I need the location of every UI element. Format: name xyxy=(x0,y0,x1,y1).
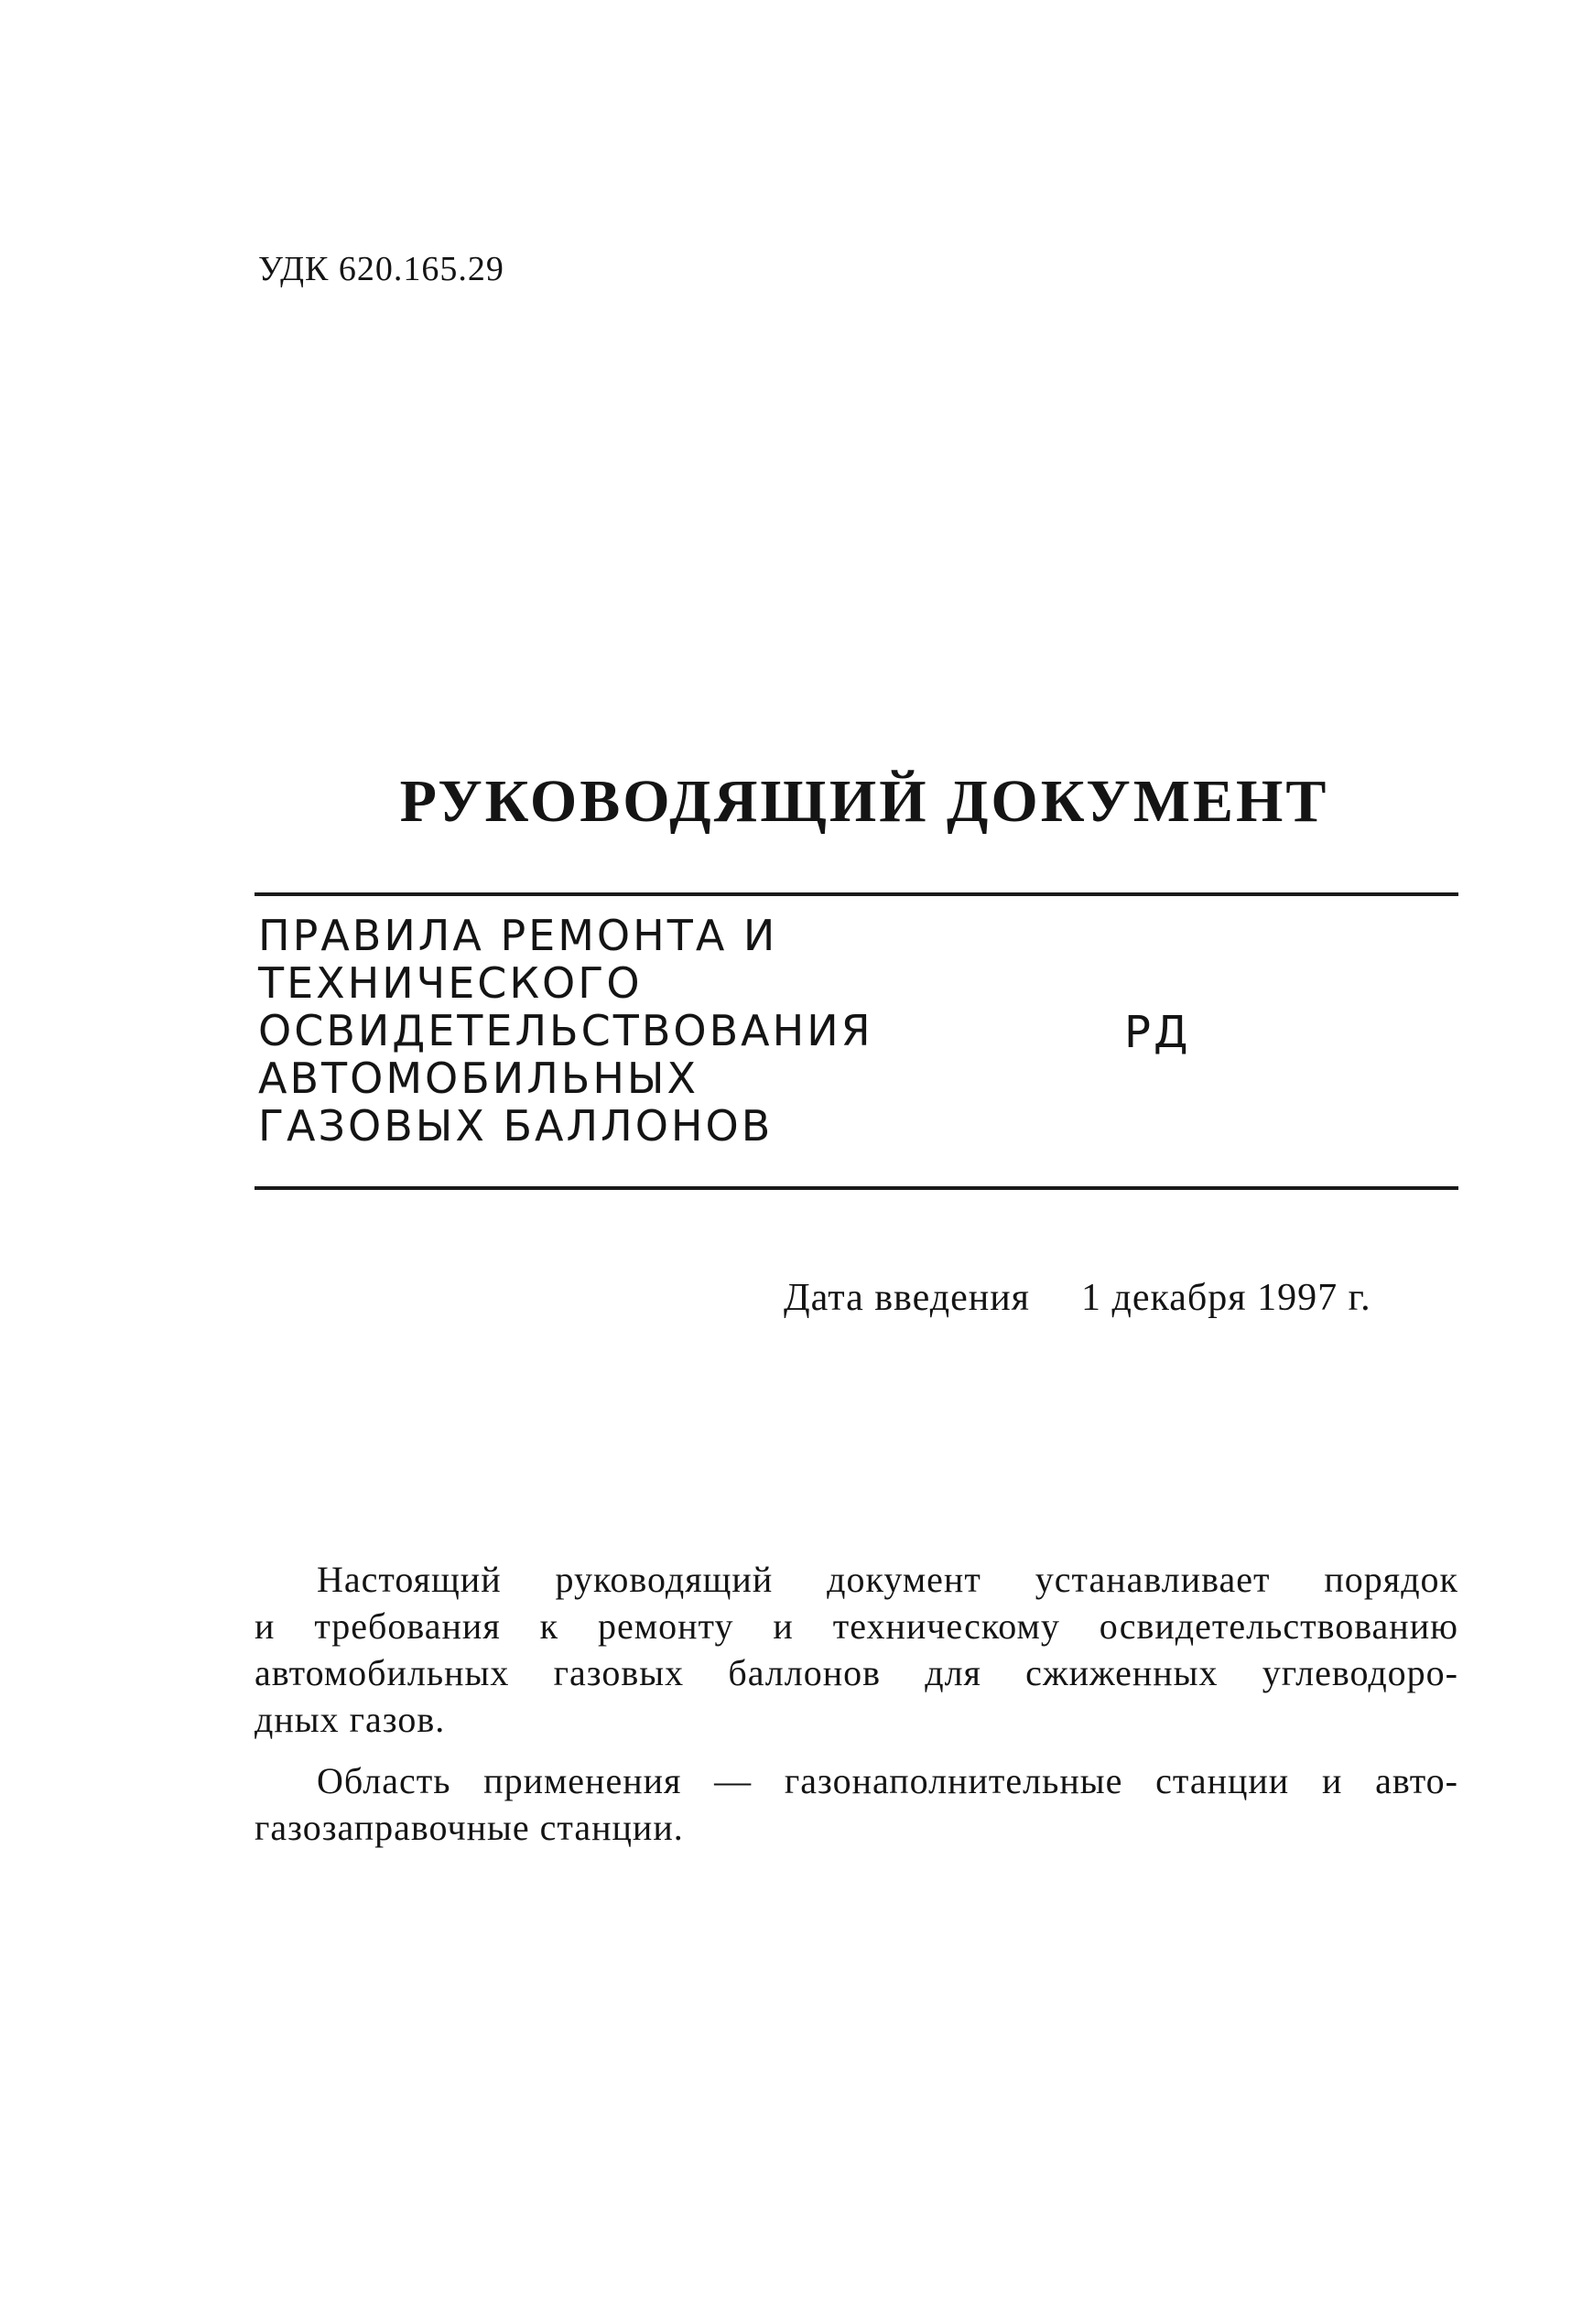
title-line: ГАЗОВЫХ БАЛЛОНОВ xyxy=(258,1101,774,1151)
paragraph-line: и требования к ремонту и техническому освидетельствованию xyxy=(255,1605,1458,1647)
paragraph-line: Настоящий руководящий документ устанавливает порядок xyxy=(317,1559,1458,1600)
introduction-date-value: 1 декабря 1997 г. xyxy=(1081,1277,1371,1319)
document-code: РД xyxy=(1124,1007,1191,1058)
title-top-rule xyxy=(255,892,1458,896)
paragraph-application-area xyxy=(255,1757,1458,1851)
title-bottom-rule xyxy=(255,1186,1458,1190)
paragraph-line: газозаправочные станции. xyxy=(255,1807,684,1848)
title-line: ПРАВИЛА РЕМОНТА И xyxy=(258,911,778,960)
paragraph-line: автомобильных газовых баллонов для сжиженных углеводоро- xyxy=(255,1652,1458,1693)
introduction-date-label: Дата введения xyxy=(784,1277,1030,1319)
document-body xyxy=(255,1556,1458,1865)
title-line: АВТОМОБИЛЬНЫХ xyxy=(258,1054,699,1103)
title-line: ТЕХНИЧЕСКОГО xyxy=(258,958,643,1008)
udc-code: УДК 620.165.29 xyxy=(258,250,504,288)
document-title xyxy=(258,912,1082,1150)
document-type-heading: РУКОВОДЯЩИЙ ДОКУМЕНТ xyxy=(399,768,1329,835)
introduction-date xyxy=(784,1276,1371,1320)
paragraph-line: Область применения — газонаполнительные станции и авто- xyxy=(317,1760,1458,1801)
paragraph-scope-purpose xyxy=(255,1556,1458,1743)
paragraph-line: дных газов. xyxy=(255,1699,446,1740)
title-line: ОСВИДЕТЕЛЬСТВОВАНИЯ xyxy=(258,1006,873,1055)
